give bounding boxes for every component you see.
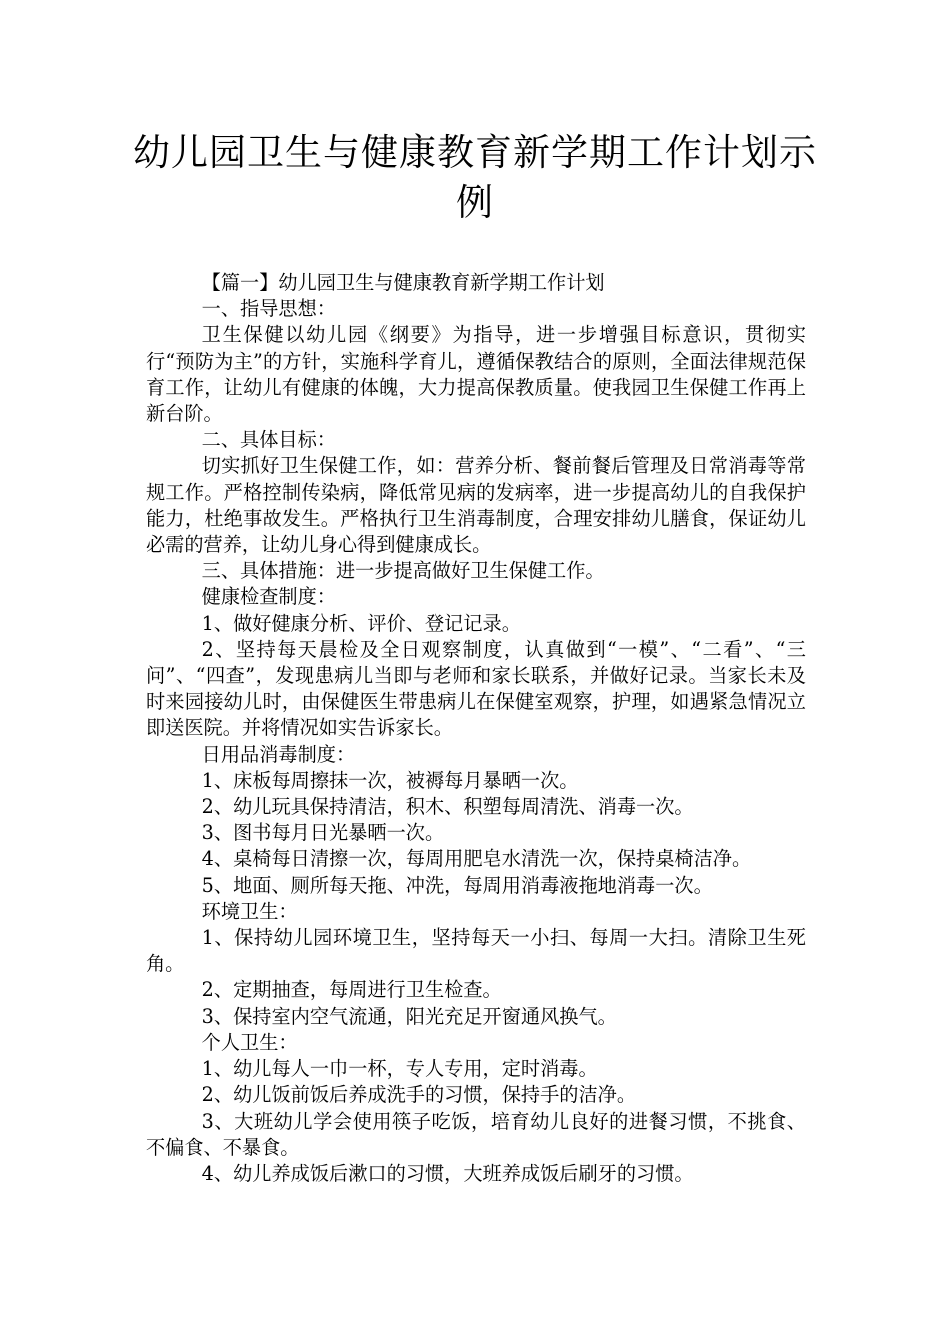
list-item: 3、保持室内空气流通，阳光充足开窗通风换气。 — [201, 1004, 617, 1028]
list-item: 1、幼儿每人一巾一杯，专人专用，定时消毒。 — [201, 1057, 598, 1081]
subheading-guiding-thought: 一、指导思想： — [201, 297, 336, 321]
subheading-environment: 环境卫生： — [201, 899, 298, 923]
subheading-specific-goals: 二、具体目标： — [201, 428, 336, 452]
title-line-2: 例 — [456, 181, 494, 224]
list-item: 2、定期抽查，每周进行卫生检查。 — [201, 978, 502, 1002]
list-item: 3、图书每月日光暴晒一次。 — [201, 821, 445, 845]
paragraph: 卫生保健以幼儿园《纲要》为指导，进一步增强目标意识，贯彻实行“预防为主”的方针，实施科学育儿，遵循保教结合的原则，全面法律规范保育工作，让幼儿有健康的体魄，大力提高保教质量。使我园卫生保健工作再上新台阶。 — [146, 323, 806, 426]
list-item: 2、幼儿玩具保持清洁，积木、积塑每周清洗、消毒一次。 — [201, 795, 694, 819]
document-body — [146, 270, 806, 1187]
list-item: 4、幼儿养成饭后漱口的习惯，大班养成饭后刷牙的习惯。 — [201, 1161, 694, 1185]
subheading-specific-measures: 三、具体措施：进一步提高做好卫生保健工作。 — [201, 559, 605, 583]
subheading-health-check: 健康检查制度： — [201, 585, 336, 609]
list-item: 1、床板每周擦抹一次，被褥每月暴晒一次。 — [201, 768, 579, 792]
list-item: 3、大班幼儿学会使用筷子吃饭，培育幼儿良好的进餐习惯，不挑食、不偏食、不暴食。 — [146, 1109, 806, 1159]
section-heading: 【篇一】幼儿园卫生与健康教育新学期工作计划 — [201, 271, 605, 294]
list-item: 5、地面、厕所每天拖、冲洗，每周用消毒液拖地消毒一次。 — [201, 873, 713, 897]
list-item: 4、桌椅每日清擦一次，每周用肥皂水清洗一次，保持桌椅洁净。 — [201, 847, 752, 871]
document-title — [130, 128, 820, 228]
list-item: 1、保持幼儿园环境卫生，坚持每天一小扫、每周一大扫。清除卫生死角。 — [146, 926, 806, 976]
subheading-disinfection: 日用品消毒制度： — [201, 742, 356, 766]
paragraph: 切实抓好卫生保健工作，如：营养分析、餐前餐后管理及日常消毒等常规工作。严格控制传染病，降低常见病的发病率，进一步提高幼儿的自我保护能力，杜绝事故发生。严格执行卫生消毒制度，合理安排幼儿膳食，保证幼儿必需的营养，让幼儿身心得到健康成长。 — [146, 454, 806, 557]
subheading-personal-hygiene: 个人卫生： — [201, 1030, 298, 1054]
list-item: 2、坚持每天晨检及全日观察制度，认真做到“一模”、“二看”、“三问”、“四查”，发现患病儿当即与老师和家长联系，并做好记录。当家长未及时来园接幼儿时，由保健医生带患病儿在保健室观察，护理，如遇紧急情况立即送医院。并将情况如实告诉家长。 — [146, 637, 806, 740]
list-item: 2、幼儿饭前饭后养成洗手的习惯，保持手的洁净。 — [201, 1083, 637, 1107]
list-item: 1、做好健康分析、评价、登记记录。 — [201, 611, 521, 635]
title-line-1: 幼儿园卫生与健康教育新学期工作计划示 — [133, 131, 817, 174]
